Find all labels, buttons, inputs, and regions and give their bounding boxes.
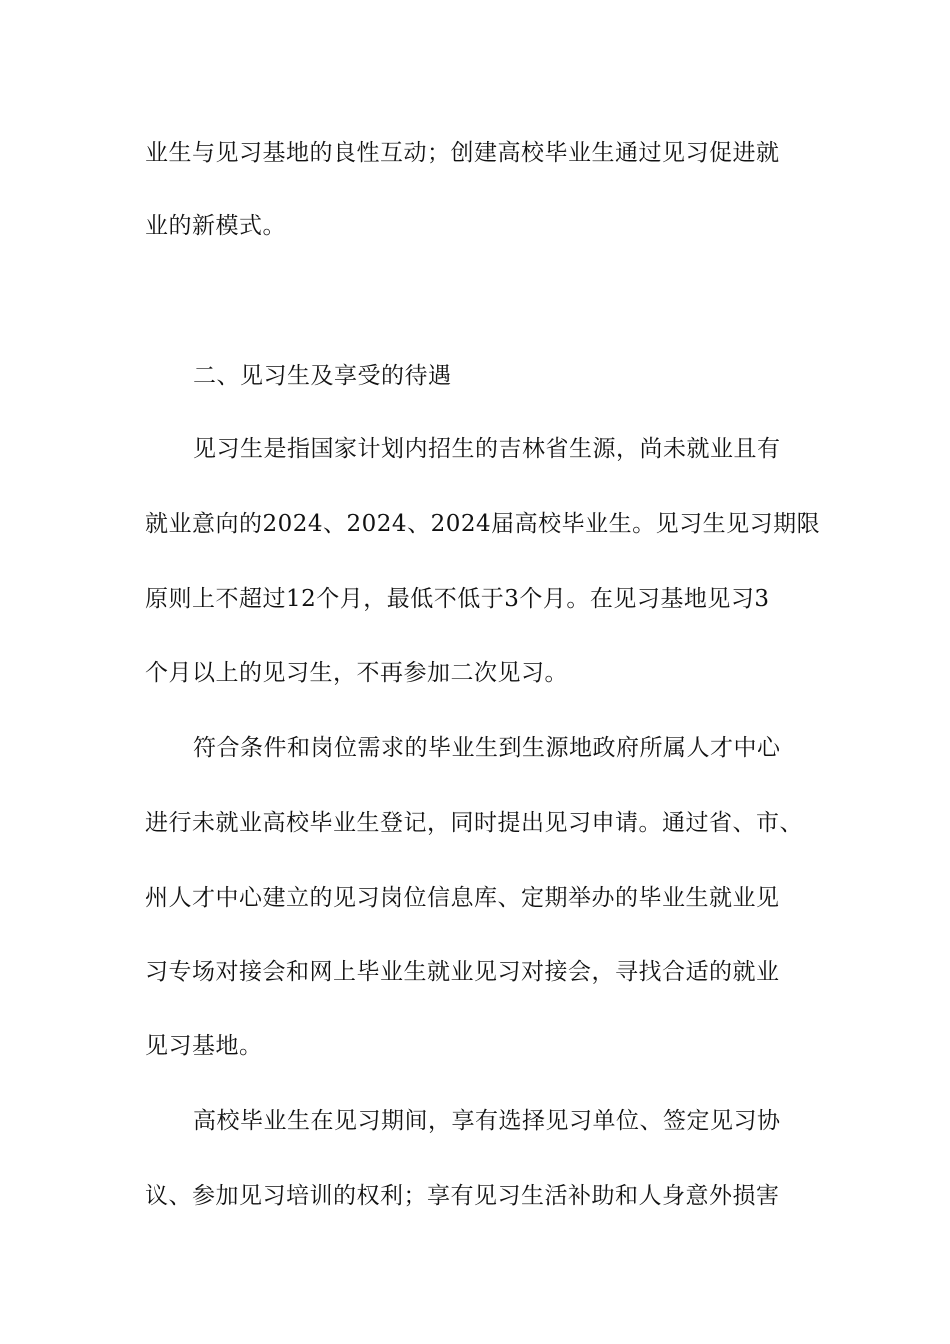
paragraph-line: 进行未就业高校毕业生登记，同时提出见习申请。通过省、市、	[145, 810, 803, 836]
paragraph-line: 州人才中心建立的见习岗位信息库、定期举办的毕业生就业见	[145, 885, 780, 911]
paragraph-line: 业生与见习基地的良性互动；创建高校毕业生通过见习促进就	[145, 140, 780, 166]
paragraph-line: 习专场对接会和网上毕业生就业见习对接会，寻找合适的就业	[145, 959, 780, 985]
paragraph-line: 原则上不超过12个月，最低不低于3个月。在见习基地见习3	[145, 586, 770, 612]
paragraph-line: 高校毕业生在见习期间，享有选择见习单位、签定见习协	[193, 1108, 781, 1134]
paragraph-line: 见习生是指国家计划内招生的吉林省生源，尚未就业且有	[193, 436, 781, 462]
paragraph-line: 个月以上的见习生，不再参加二次见习。	[145, 660, 568, 686]
paragraph-line: 符合条件和岗位需求的毕业生到生源地政府所属人才中心	[193, 735, 781, 761]
section-heading: 二、见习生及享受的待遇	[193, 363, 452, 389]
paragraph-line: 就业意向的2024、2024、2024届高校毕业生。见习生见习期限	[145, 511, 821, 537]
paragraph-line: 业的新模式。	[145, 213, 286, 239]
paragraph-line: 议、参加见习培训的权利；享有见习生活补助和人身意外损害	[145, 1183, 780, 1209]
paragraph-line: 见习基地。	[145, 1033, 263, 1059]
